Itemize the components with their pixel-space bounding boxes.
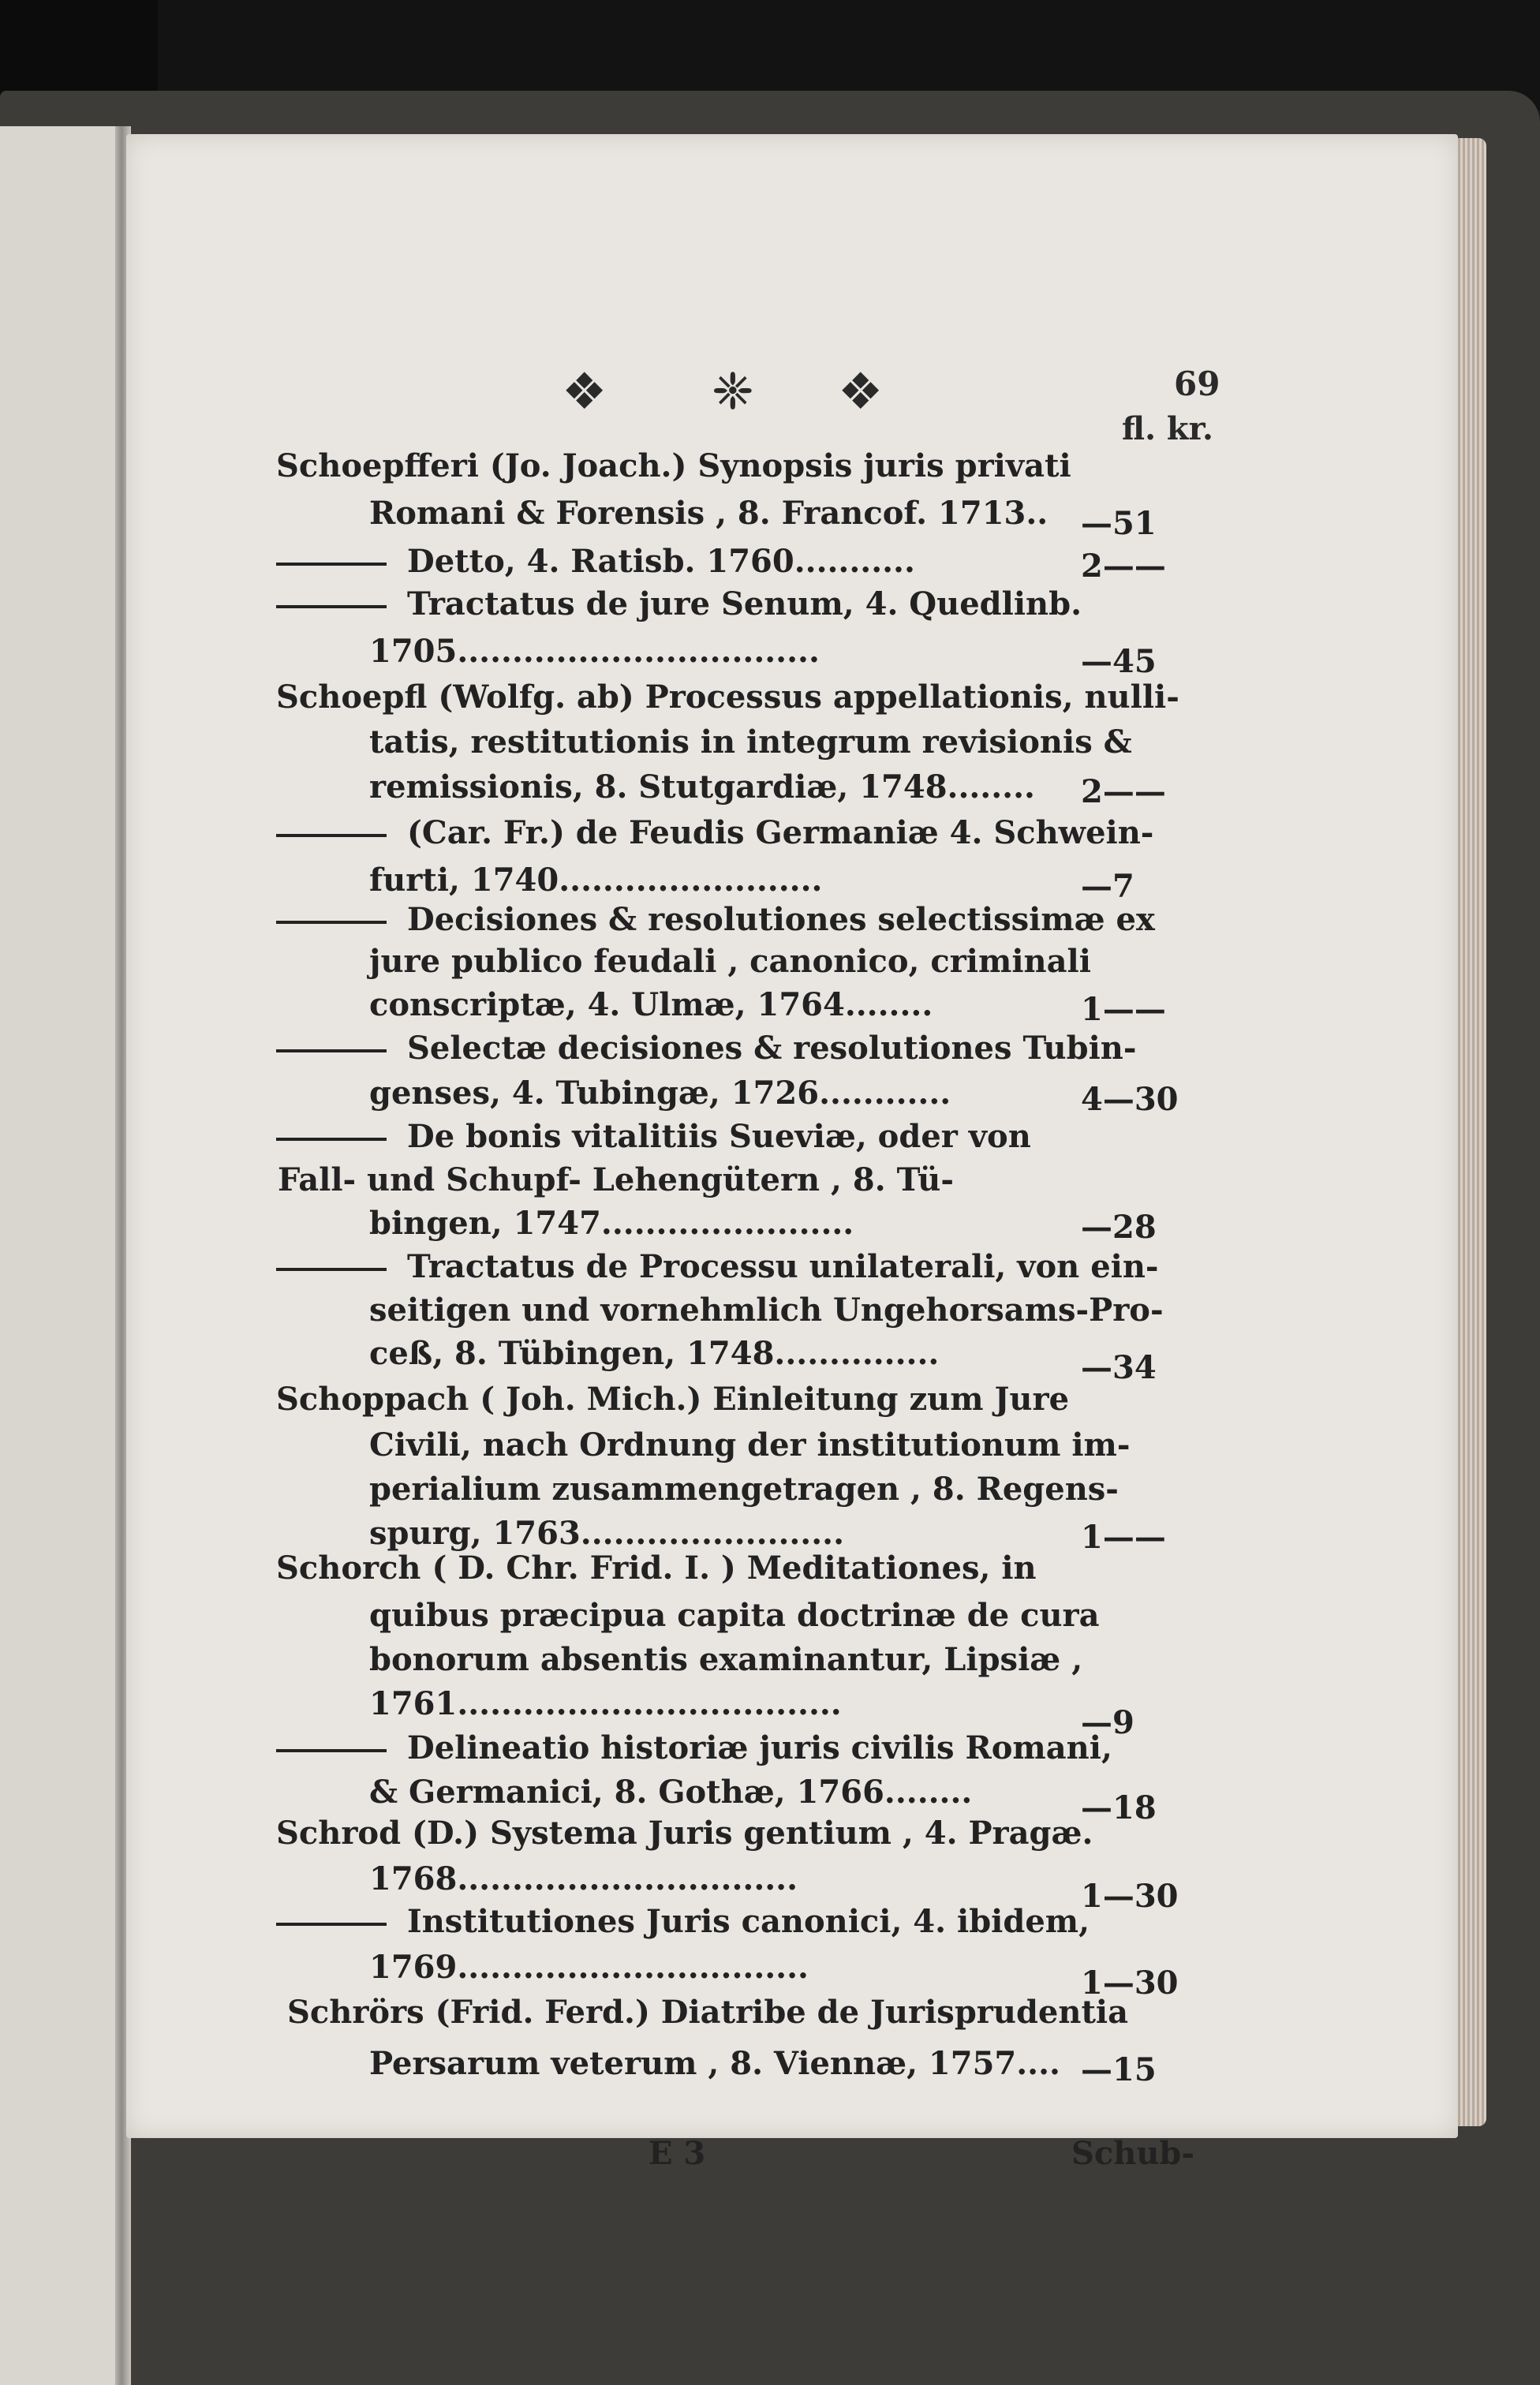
entry-8-line-3: bingen, 1747....................... [369,1205,854,1242]
entry-7-price: 4—30 [1081,1081,1179,1118]
entry-13-price: 1—30 [1081,1878,1179,1915]
ditto-dash [276,921,387,924]
entry-5-text: (Car. Fr.) de Feudis Germaniæ 4. Schwein- [407,814,1154,851]
entry-3-text: Tractatus de jure Senum, 4. Quedlinb. [407,585,1082,622]
entry-3-line-1 [276,584,1082,625]
ornament-right-icon: ❖ [838,363,884,421]
entry-6-price: 1—— [1081,991,1166,1028]
left-page-edge [0,126,117,2385]
ditto-dash [276,834,387,837]
entry-2-text: Detto, 4. Ratisb. 1760........... [407,543,915,580]
entry-14-price: 1—30 [1081,1964,1179,2002]
entry-4-line-1: Schoepfl (Wolfg. ab) Processus appellationis, nulli- [276,678,1179,716]
entry-14-line-1 [276,1901,1090,1942]
entry-14-text: Institutiones Juris canonici, 4. ibidem, [407,1903,1090,1940]
ditto-dash [276,605,387,608]
ditto-dash [276,1749,387,1752]
entry-4-line-3: remissionis, 8. Stutgardiæ, 1748........ [369,768,1035,806]
entry-8-line-1 [276,1116,1031,1157]
ditto-dash [276,1268,387,1271]
entry-8-text: De bonis vitalitiis Sueviæ, oder von [407,1118,1031,1155]
entry-12-price: —18 [1081,1789,1157,1826]
entry-1-line-1: Schoepfferi (Jo. Joach.) Synopsis juris privati [276,447,1071,484]
entry-12-text: Delineatio historiæ juris civilis Romani, [407,1729,1112,1766]
entry-2-line-1 [276,541,915,582]
ditto-dash [276,563,387,566]
entry-7-line-2: genses, 4. Tubingæ, 1726............ [369,1075,951,1112]
entry-9-text: Tractatus de Processu unilaterali, von ein- [407,1248,1159,1285]
entry-5-price: —7 [1081,868,1134,905]
entry-14-line-2: 1769................................ [369,1949,809,1986]
entry-13-line-1: Schrod (D.) Systema Juris gentium , 4. Pragæ. [276,1815,1093,1852]
entry-11-line-3: bonorum absentis examinantur, Lipsiæ , [369,1641,1083,1678]
signature-mark: E 3 [649,2135,706,2172]
ditto-dash [276,1923,387,1926]
entry-11-price: —9 [1081,1704,1134,1741]
entry-12-line-1 [276,1728,1112,1769]
entry-6-line-1 [276,899,1155,940]
entry-9-price: —34 [1081,1349,1157,1386]
ditto-dash [276,1049,387,1052]
entry-9-line-1 [276,1247,1159,1288]
entry-5-line-2: furti, 1740........................ [369,862,823,899]
entry-13-line-2: 1768............................... [369,1860,798,1897]
entry-15-line-2: Persarum veterum , 8. Viennæ, 1757.... [369,2045,1060,2082]
entry-15-price: —15 [1081,2051,1157,2088]
ornament-left-icon: ❖ [562,363,607,421]
entry-10-line-2: Civili, nach Ordnung der institutionum im- [369,1426,1131,1464]
entry-4-line-2: tatis, restitutionis in integrum revisionis & [369,723,1132,761]
entry-8-price: —28 [1081,1209,1157,1246]
entry-11-line-2: quibus præcipua capita doctrinæ de cura [369,1597,1100,1634]
entry-2-price: 2—— [1081,548,1166,585]
entry-1-line-2: Romani & Forensis , 8. Francof. 1713.. [369,495,1048,532]
entry-11-line-1: Schorch ( D. Chr. Frid. I. ) Meditationes, in [276,1550,1037,1587]
entry-6-line-3: conscriptæ, 4. Ulmæ, 1764........ [369,986,933,1023]
entry-10-line-3: perialium zusammengetragen , 8. Regens- [369,1471,1119,1508]
entry-1-price: —51 [1081,505,1157,542]
entry-6-text: Decisiones & resolutiones selectissimæ ex [407,901,1155,938]
entry-15-line-1: Schrörs (Frid. Ferd.) Diatribe de Jurisprudentia [287,1994,1129,2031]
ditto-dash [276,1138,387,1141]
currency-header: fl. kr. [1122,410,1213,447]
entry-11-line-4: 1761................................... [369,1685,842,1722]
entry-8-line-2: Fall- und Schupf- Lehengütern , 8. Tü- [278,1161,954,1198]
ornament-center-icon: ❈ [712,363,754,421]
entry-12-line-2: & Germanici, 8. Gothæ, 1766........ [369,1774,973,1811]
entry-7-line-1 [276,1028,1136,1069]
entry-9-line-2: seitigen und vornehmlich Ungehorsams-Pro- [369,1292,1164,1329]
entry-10-line-4: spurg, 1763........................ [369,1515,845,1552]
entry-10-price: 1—— [1081,1519,1166,1556]
entry-9-line-3: ceß, 8. Tübingen, 1748............... [369,1335,940,1372]
entry-3-price: —45 [1081,643,1157,680]
entry-10-line-1: Schoppach ( Joh. Mich.) Einleitung zum Jure [276,1381,1070,1418]
entry-3-line-2: 1705................................. [369,633,820,670]
entry-6-line-2: jure publico feudali , canonico, criminali [369,943,1091,980]
entry-5-line-1 [276,813,1153,854]
entry-7-text: Selectæ decisiones & resolutiones Tubin- [407,1030,1137,1067]
page-number: 69 [1174,364,1220,403]
catchword: Schub- [1071,2135,1194,2172]
entry-4-price: 2—— [1081,773,1166,810]
